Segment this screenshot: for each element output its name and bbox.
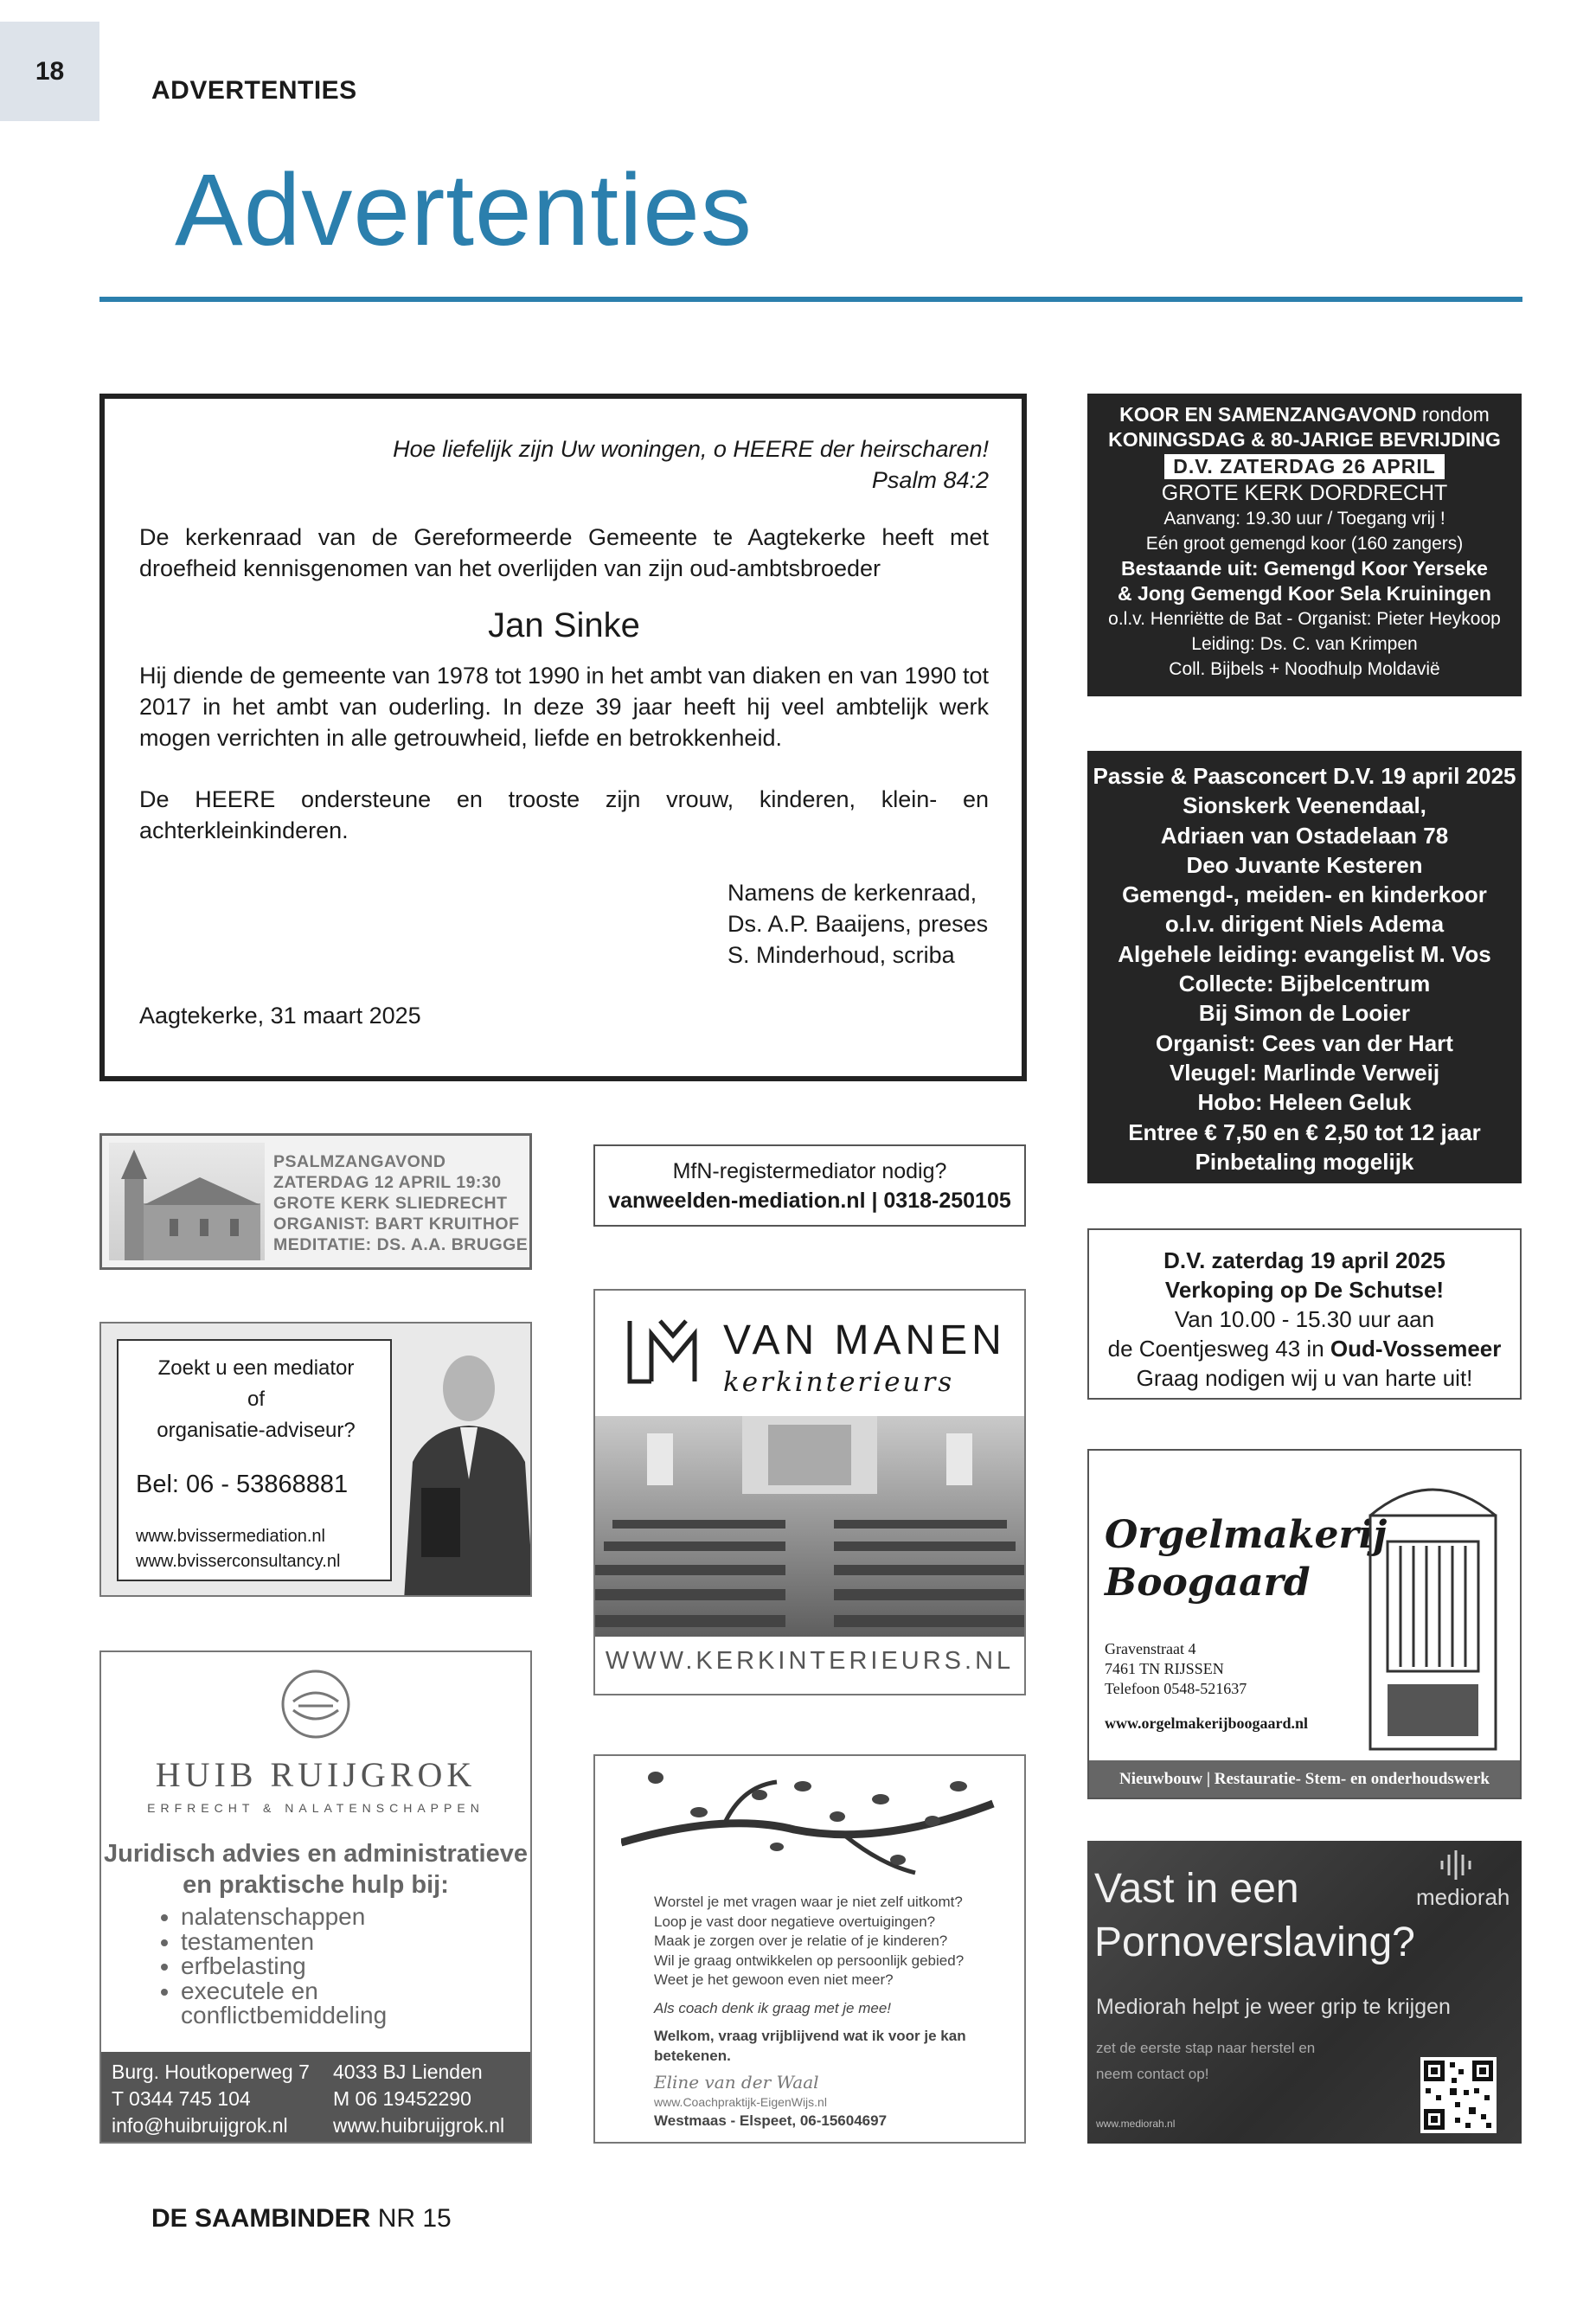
verkoping-line: Van 10.00 - 15.30 uur aan [1174,1306,1435,1332]
koor-line: Leiding: Ds. C. van Krimpen [1191,634,1418,654]
psalm-line: PSALMZANGAVOND [273,1152,446,1171]
koor-date-highlight: D.V. ZATERDAG 26 APRIL [1164,454,1445,479]
coach-line: Wil je graag ontwikkelen op persoonlijk gebied? [654,1952,965,1969]
obituary-place-date: Aagtekerke, 31 maart 2025 [139,1003,421,1029]
orgel-address: Gravenstraat 4 7461 TN RIJSSEN Telefoon 0548-521637 [1105,1640,1247,1697]
koor-line: & Jong Gemengd Koor Sela Kruiningen [1118,582,1491,605]
bvisser-text-box [117,1339,392,1581]
list-item: • erfbelasting [181,1954,387,1979]
bvisser-websites: www.bvissermediation.nl www.bvisserconsultancy.nl [136,1527,341,1571]
coach-line: Worstel je met vragen waar je niet zelf uitkomt? [654,1894,963,1910]
passie-line: Vleugel: Marlinde Verweij [1169,1059,1440,1086]
koor-line: Coll. Bijbels + Noodhulp Moldavië [1169,659,1440,679]
van-manen-url: WWW.KERKINTERIEURS.NL [605,1647,1015,1675]
huib-services-list [162,1905,387,2029]
coach-url: www.Coachpraktijk-EigenWijs.nl [654,2094,827,2109]
mediorah-brand: mediorah [1416,1884,1510,1910]
psalm-text [273,1151,528,1255]
coach-ad [593,1754,1026,2144]
van-manen-ad [593,1289,1026,1695]
koor-line: o.l.v. Henriëtte de Bat - Organist: Pieter Heykoop [1108,609,1501,629]
van-manen-subtitle: kerkinterieurs [723,1367,955,1398]
coach-contact: Westmaas - Elspeet, 06-15604697 [654,2112,888,2129]
psalm-line: ORGANIST: BART KRUITHOF [273,1215,520,1234]
passie-line: Passie & Paasconcert D.V. 19 april 2025 [1093,763,1516,789]
van-manen-logo-icon [625,1317,703,1390]
obituary-verse: Hoe liefelijk zijn Uw woningen, o HEERE der heirscharen! [393,436,989,462]
obituary-comfort: De HEERE ondersteune en trooste zijn vrouw, kinderen, klein- en achterkleinkinderen. [139,786,989,843]
mediorah-tagline: Mediorah helpt je weer grip te krijgen [1096,1995,1451,2019]
koor-line: GROTE KERK DORDRECHT [1161,481,1448,505]
van-manen-title: VAN MANEN [723,1317,1006,1363]
coach-welcome: betekenen. [654,2047,731,2064]
list-item: • testamenten [181,1930,387,1955]
verkoping-line: Verkoping op De Schutse! [1164,1277,1445,1303]
mediorah-headline: Vast in een Pornoverslaving? [1094,1866,1415,1965]
verkoping-line: Graag nodigen wij u van harte uit! [1136,1365,1473,1391]
koor-ad [1087,394,1522,696]
mediorah-ad [1087,1841,1522,2144]
passie-line: Organist: Cees van der Hart [1156,1029,1453,1056]
coach-line: Weet je het gewoon even niet meer? [654,1971,894,1988]
obituary-signature [727,877,989,971]
organ-drawing [1353,1464,1513,1758]
bvisser-mediation-ad [99,1322,532,1597]
passie-line: Algehele leiding: evangelist M. Vos [1118,940,1491,967]
mfn-mediator-ad [593,1144,1026,1227]
koor-line: Aanvang: 19.30 uur / Toegang vrij ! [1163,509,1445,529]
huib-contact-right: 4033 BJ Lienden M 06 19452290 www.huibruijgrok.nl [333,2061,505,2137]
mediorah-logo-icon [1433,1848,1485,1887]
bvisser-phone: Bel: 06 - 53868881 [136,1471,349,1498]
passie-line: o.l.v. dirigent Niels Adema [1164,911,1445,938]
tree-branch-birds-illustration [621,1760,1002,1894]
passie-concert-ad [1087,751,1522,1183]
passie-line: Bij Simon de Looier [1198,1000,1411,1027]
huib-ruijgrok-ad [99,1650,532,2144]
footer-publication: DE SAAMBINDER NR 15 [151,2204,452,2233]
list-item: conflictbemiddeling [181,2002,388,2029]
list-item: • executele en [181,1979,387,2004]
mfn-contact: vanweelden-mediation.nl | 0318-250105 [608,1189,1011,1213]
psalmzangavond-ad [99,1133,532,1270]
person-photo [387,1341,532,1597]
huib-contact-left: Burg. Houtkoperweg 7 T 0344 745 104 info@huibruijgrok.nl [112,2061,310,2137]
huib-logo-icon [281,1663,350,1749]
koor-line: KONINGSDAG & 80-JARIGE BEVRIJDING [1108,428,1501,451]
koor-line: KOOR EN SAMENZANGAVOND rondom [1119,403,1490,426]
passie-line: Deo Juvante Kesteren [1186,851,1423,878]
verkoping-line: D.V. zaterdag 19 april 2025 [1163,1247,1445,1273]
page-title: Advertenties [175,153,753,267]
signature-line: S. Minderhoud, scriba [727,942,955,968]
page-number: 18 [0,22,99,121]
obituary-verse-ref: Psalm 84:2 [871,467,989,493]
signature-line: Ds. A.P. Baaijens, preses [727,911,989,937]
mediorah-url: www.mediorah.nl [1096,2118,1176,2130]
huib-lead: Juridisch advies en administratieve en praktische hulp bij: [104,1840,528,1899]
qr-code-icon [1420,2057,1497,2133]
mfn-line: MfN-registermediator nodig? [672,1159,947,1183]
orgel-website: www.orgelmakerijboogaard.nl [1105,1715,1308,1732]
psalm-line: ZATERDAG 12 APRIL 19:30 [273,1173,502,1192]
signature-line: Namens de kerkenraad, [727,880,977,906]
passie-line: Collecte: Bijbelcentrum [1178,971,1431,997]
passie-line: Adriaen van Ostadelaan 78 [1160,822,1449,849]
koor-line: Bestaande uit: Gemengd Koor Yerseke [1121,557,1488,580]
huib-subtitle: ERFRECHT & NALATENSCHAPPEN [147,1801,484,1815]
bvisser-question: Zoekt u een mediator of organisatie-adviseur? [157,1356,356,1442]
orgel-title: Orgelmakerij Boogaard [1105,1513,1388,1605]
obituary-ad [99,394,1027,1081]
passie-line: Entree € 7,50 en € 2,50 tot 12 jaar [1128,1118,1481,1145]
obituary-body: Hij diende de gemeente van 1978 tot 1990 in het ambt van diaken en van 1990 tot 2017 in het ambt van ouderling. In deze 39 jaar heeft hij veel ambtelijk werk mogen verrichten in alle getrouwheid, liefde en betrokkenheid. [139,663,989,751]
orgel-services-bar: Nieuwbouw | Restauratie- Stem- en onderhoudswerk [1089,1760,1520,1798]
psalm-line: GROTE KERK SLIEDRECHT [273,1194,508,1213]
huib-contact-bar [101,2052,530,2142]
obituary-name: Jan Sinke [488,606,640,644]
passie-line: Gemengd-, meiden- en kinderkoor [1122,881,1487,908]
huib-name: HUIB RUIJGROK [155,1755,477,1794]
church-interior-photo [595,1416,1024,1637]
passie-line: Sionskerk Veenendaal, [1183,792,1426,819]
passie-line: Pinbetaling mogelijk [1195,1148,1414,1175]
obituary-intro: De kerkenraad van de Gereformeerde Gemeente te Aagtekerke heeft met droefheid kennisgenomen van het overlijden van zijn oud-ambtsbroeder [139,524,989,581]
psalm-line: MEDITATIE: DS. A.A. BRUGGE [273,1235,529,1254]
koor-line: Eén groot gemengd koor (160 zangers) [1145,534,1464,554]
mediorah-cta: zet de eerste stap naar herstel en neem contact op! [1096,2040,1316,2082]
passie-line: Hobo: Heleen Geluk [1197,1089,1412,1116]
coach-welcome: Welkom, vraag vrijblijvend wat ik voor je kan [654,2028,966,2044]
list-item: • nalatenschappen [181,1905,387,1930]
church-image [109,1143,265,1260]
section-label: ADVERTENTIES [151,76,357,105]
verkoping-ad [1087,1228,1522,1400]
coach-line: Maak je zorgen over je relatie of je kinderen? [654,1932,948,1949]
coach-text [654,1893,966,2131]
coach-line: Loop je vast door negatieve overtuigingen? [654,1913,936,1930]
coach-signature: Eline van der Waal [654,2072,819,2093]
orgelmakerij-ad [1087,1449,1522,1799]
verkoping-line: de Coentjesweg 43 in Oud-Vossemeer [1107,1336,1502,1362]
title-rule [99,297,1522,302]
coach-italic: Als coach denk ik graag met je mee! [654,1999,892,2016]
